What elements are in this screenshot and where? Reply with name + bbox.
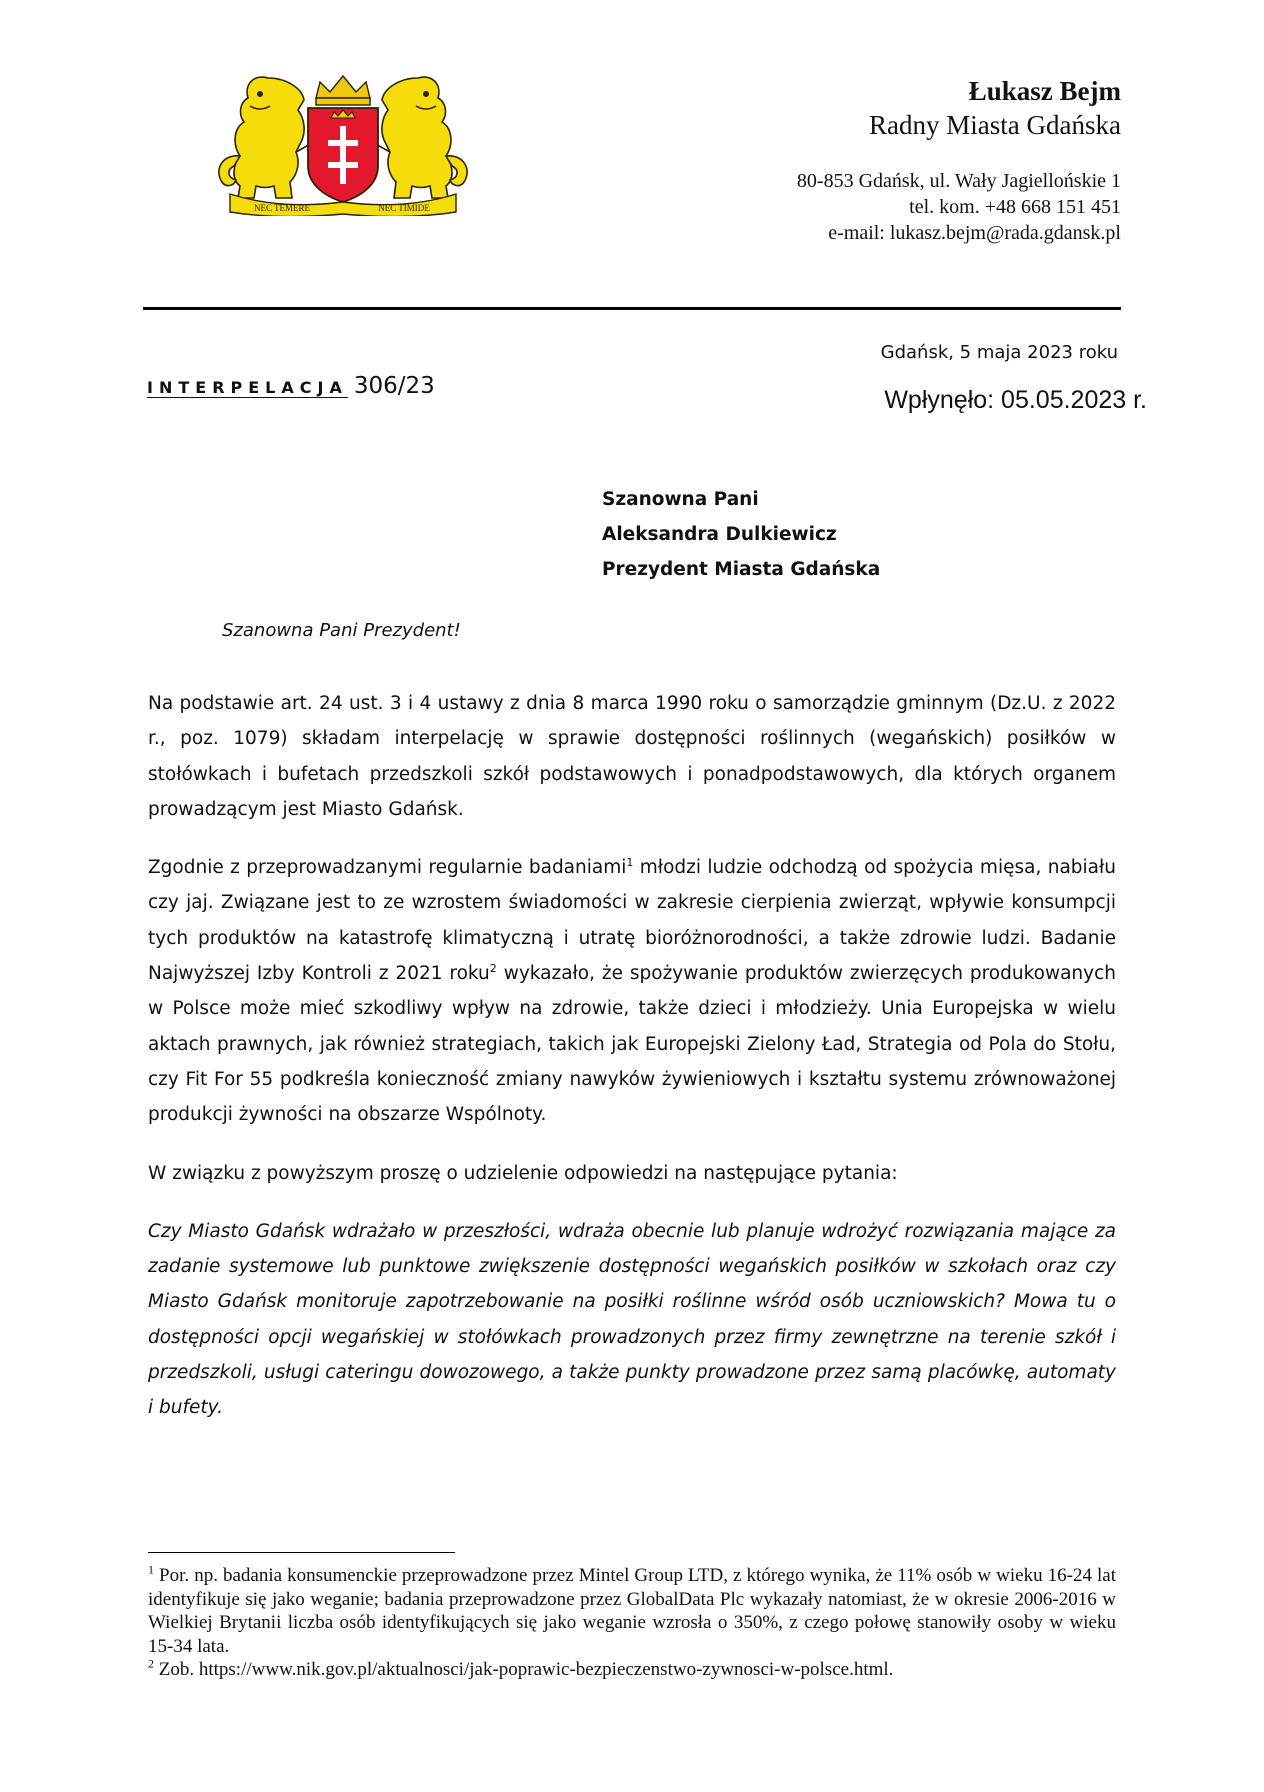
addressee-name: Aleksandra Dulkiewicz bbox=[602, 524, 837, 545]
contact-block bbox=[797, 168, 1121, 246]
phone: tel. kom. +48 668 151 451 bbox=[909, 196, 1121, 218]
paragraph-question: Czy Miasto Gdańsk wdrażało w przeszłości, wdraża obecnie lub planuje wdrożyć rozwiązania mające za zadanie systemowe lub punktowe zwiększenie dostępności wegańskich posiłków w szkołach oraz czy Miasto Gdańsk monitoruje zapotrzebowanie na posiłki roślinne wśród osób uczniowskich? Mowa tu o dostępności opcji wegańskiej w stołówkach prowadzonych przez firmy zewnętrzne na terenie szkół i przedszkoli, usługi cateringu dowozowego, a także punkty prowadzone przez samą placówkę, automaty i bufety. bbox=[148, 1220, 1116, 1419]
addressee-title: Prezydent Miasta Gdańska bbox=[602, 559, 881, 580]
author-name: Łukasz Bejm bbox=[968, 76, 1121, 106]
right-lion-icon bbox=[370, 77, 467, 198]
motto-right: NEC TIMIDE bbox=[378, 203, 430, 213]
document-type: INTERPELACJA bbox=[147, 378, 348, 397]
footnote-2: $^2$ Zob. https://www.nik.gov.pl/aktualnosci/jak-poprawic-bezpieczenstwo-zywnosci-w-polsce.html. bbox=[148, 1656, 894, 1680]
received-stamp: Wpłynęło: 05.05.2023 r. bbox=[884, 386, 1147, 414]
motto-left: NEC TEMERE bbox=[253, 203, 311, 213]
email: e-mail: lukasz.bejm@rada.gdansk.pl bbox=[828, 222, 1121, 244]
footnote-ref-1: 1 bbox=[626, 856, 634, 870]
crown-icon bbox=[316, 76, 370, 105]
salutation: Szanowna Pani Prezydent! bbox=[222, 620, 461, 641]
letterhead bbox=[797, 74, 1121, 246]
document-title bbox=[147, 373, 435, 399]
left-lion-icon bbox=[219, 77, 316, 198]
header-divider bbox=[143, 307, 1121, 310]
footnote-1: $^1$ Por. np. badania konsumenckie przeprowadzone przez Mintel Group LTD, z którego wynika, że 11% osób w wieku 16-24 lat identyfikuje się jako weganie; badania przeprowadzone przez GlobalData Plc wykazały natomiast, że w okresie 2006-2016 w Wielkiej Brytanii liczba osób identyfikujących się jako weganie wzrosła o 350%, z czego połowę stanowiły osoby w wieku 15-34 lata. bbox=[148, 1562, 1116, 1657]
letter-body bbox=[148, 686, 1116, 1449]
footnote-divider bbox=[148, 1552, 455, 1553]
place-date: Gdańsk, 5 maja 2023 roku bbox=[880, 342, 1118, 363]
addressee-line-1: Szanowna Pani bbox=[602, 489, 759, 510]
gdansk-coat-of-arms-logo bbox=[210, 70, 476, 216]
address: 80-853 Gdańsk, ul. Wały Jagiellońskie 1 bbox=[796, 170, 1121, 192]
paragraph-legal-basis: Na podstawie art. 24 ust. 3 i 4 ustawy z dnia 8 marca 1990 roku o samorządzie gminnym (Dz.U. z 2022 r., poz. 1079) składam interpelację w sprawie dostępności roślinnych (wegańskich) posiłków w stołówkach i bufetach przedszkoli szkół podstawowych i ponadpodstawowych, dla których organem prowadzącym jest Miasto Gdańsk. bbox=[148, 693, 1116, 820]
paragraph-request: W związku z powyższym proszę o udzielenie odpowiedzi na następujące pytania: bbox=[148, 1162, 898, 1184]
paragraph-context: Zgodnie z przeprowadzanymi regularnie badaniami$^1$ młodzi ludzie odchodzą od spożycia mięsa, nabiału czy jaj. Związane jest to ze wzrostem świadomości w zakresie cierpienia zwierząt, wpływie konsumpcji tych produktów na katastrofę klimatyczną i utratę bioróżnorodności, a także zdrowie ludzi. Badanie Najwyższej Izby Kontroli z 2021 roku$^2$ wykazało, że spożywanie produktów zwierzęcych produkowanych w Polsce może mieć szkodliwy wpływ na zdrowie, także dzieci i młodzieży. Unia Europejska w wielu aktach prawnych, jak również strategiach, takich jak Europejski Zielony Ład, Strategia od Pola do Stołu, czy Fit For 55 podkreśla konieczność zmiany nawyków żywieniowych i kształtu systemu zrównoważonej produkcji żywności na obszarze Wspólnoty. bbox=[148, 856, 1116, 1126]
footnotes bbox=[148, 1564, 1116, 1682]
footnote-ref-2: 2 bbox=[489, 961, 497, 975]
addressee-block bbox=[602, 482, 880, 587]
author-role: Radny Miasta Gdańska bbox=[869, 110, 1121, 140]
document-number: 306/23 bbox=[353, 373, 435, 399]
